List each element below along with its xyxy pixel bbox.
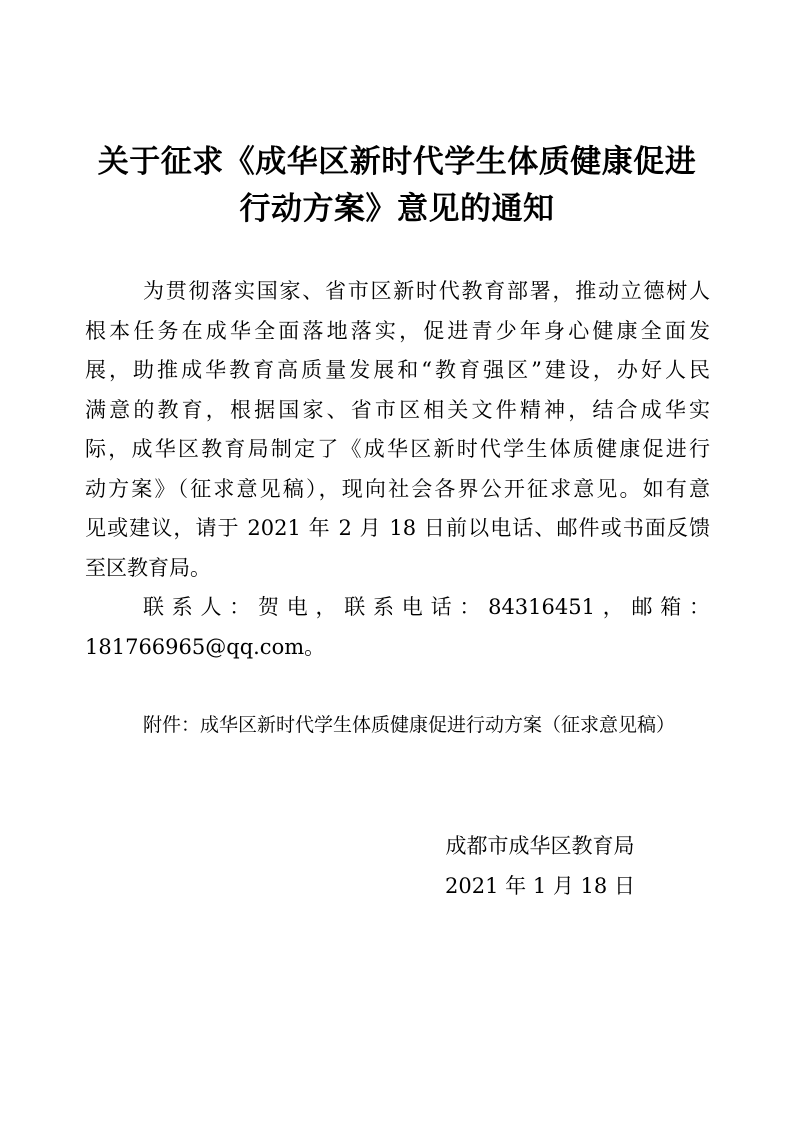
contact-line-1: 联系人：贺电，联系电话：84316451，邮箱： xyxy=(143,595,710,619)
paragraph-2-contact xyxy=(85,588,710,667)
signature-org: 成都市成华区教育局 xyxy=(445,834,635,858)
body-line-3: 展，助推成华教育高质量发展和“教育强区”建设，办好人民 xyxy=(85,358,710,382)
contact-line-2: 181766965@qq.com。 xyxy=(85,634,326,659)
paragraph-1 xyxy=(85,272,710,588)
attachment-line: 附件：成华区新时代学生体质健康促进行动方案（征求意见稿） xyxy=(143,714,676,736)
body-line-1: 为贯彻落实国家、省市区新时代教育部署，推动立德树人 xyxy=(143,279,710,303)
title-line-2: 行动方案》意见的通知 xyxy=(239,191,555,227)
body-line-2: 根本任务在成华全面落地落实，促进青少年身心健康全面发 xyxy=(85,318,710,343)
document-body xyxy=(85,272,710,667)
signature-block xyxy=(380,826,700,906)
body-line-8: 至区教育局。 xyxy=(85,555,211,580)
body-line-5: 际，成华区教育局制定了《成华区新时代学生体质健康促进行 xyxy=(85,437,710,461)
body-line-7: 见或建议，请于 2021 年 2 月 18 日前以电话、邮件或书面反馈 xyxy=(85,516,710,540)
body-line-4: 满意的教育，根据国家、省市区相关文件精神，结合成华实 xyxy=(85,397,710,422)
body-line-6: 动方案》（征求意见稿），现向社会各界公开征求意见。如有意 xyxy=(85,476,710,501)
title-line-1: 关于征求《成华区新时代学生体质健康促进 xyxy=(97,144,697,180)
signature-date: 2021 年 1 月 18 日 xyxy=(445,874,635,898)
document-title xyxy=(0,139,794,233)
